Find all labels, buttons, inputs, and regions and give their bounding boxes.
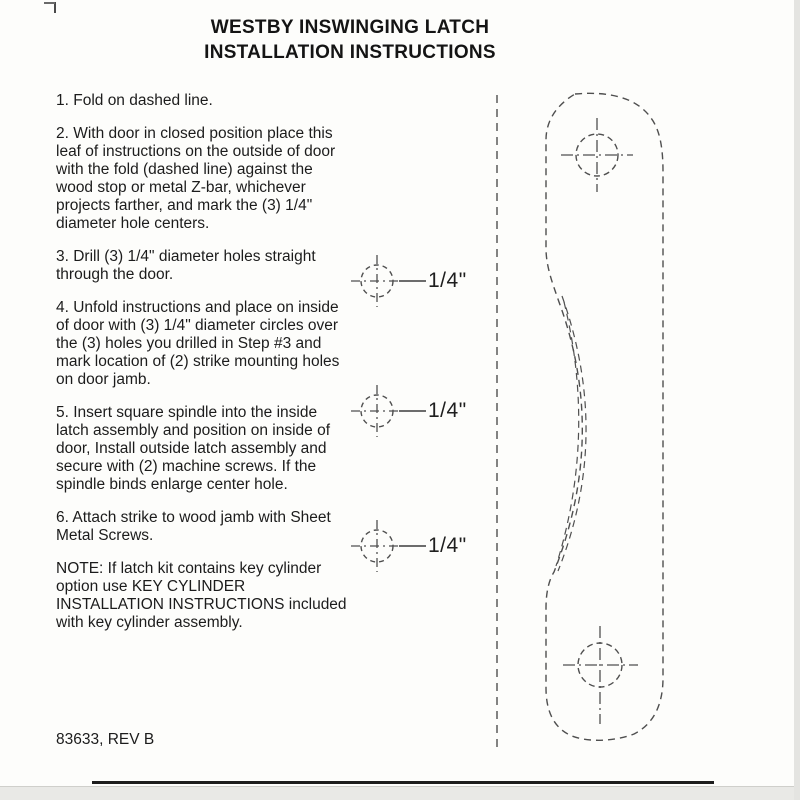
hole-size-label: 1/4" (428, 534, 467, 557)
drill-marker-3 (349, 518, 467, 574)
scan-edge (0, 786, 800, 800)
handle-arc-inner (556, 302, 579, 566)
step-6: 6. Attach strike to wood jamb with Sheet Metal Screws. (56, 509, 331, 544)
crosshair-target-icon (349, 518, 427, 574)
step-5: 5. Insert square spindle into the inside latch assembly and position on inside of door, Install outside latch assembly and secure with (2) machine screws. If the spindle binds enlarge center hole. (56, 404, 330, 493)
hole-size-label: 1/4" (428, 269, 467, 292)
drill-marker-1 (349, 253, 467, 309)
latch-template-drawing (475, 80, 695, 770)
template-outline (546, 93, 663, 740)
scan-line (92, 781, 714, 784)
step-2: 2. With door in closed position place this leaf of instructions on the outside of door with the fold (dashed line) against the wood stop or metal Z-bar, whichever projects farther, and mark the (3) 1/4" diameter hole centers. (56, 125, 336, 232)
note-text: NOTE: If latch kit contains key cylinder option use KEY CYLINDER INSTALLATION INSTRUCTIONS included with key cylinder assembly. (56, 560, 347, 631)
hole-size-label: 1/4" (428, 399, 467, 422)
part-number: 83633, REV B (56, 731, 155, 748)
step-1: 1. Fold on dashed line. (56, 92, 213, 109)
crosshair-target-icon (349, 253, 427, 309)
title-line-1: WESTBY INSWINGING LATCH (210, 17, 490, 38)
bottom-crosshair (563, 626, 638, 724)
top-crosshair (561, 118, 633, 192)
scan-edge (794, 0, 800, 800)
instruction-steps (56, 92, 354, 647)
page-title (108, 16, 592, 65)
step-3: 3. Drill (3) 1/4" diameter holes straight through the door. (56, 248, 316, 283)
title-line-2: INSTALLATION INSTRUCTIONS (204, 41, 496, 63)
crosshair-target-icon (349, 383, 427, 439)
scan-artifact (44, 2, 55, 4)
drill-marker-2 (349, 383, 467, 439)
step-4: 4. Unfold instructions and place on inside of door with (3) 1/4" diameter circles over the (3) holes you drilled in Step #3 and mark location of (2) strike mounting holes on door jamb. (56, 299, 340, 388)
